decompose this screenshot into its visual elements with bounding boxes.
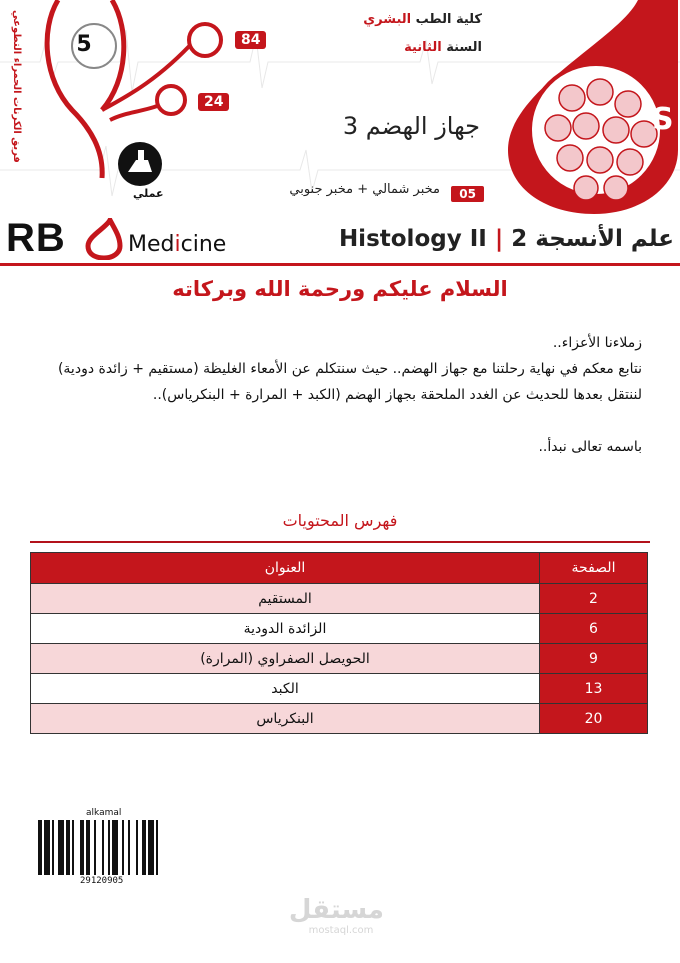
toc-divider: [30, 541, 650, 543]
barcode-user: alkamal: [86, 808, 122, 818]
toc-page: 2: [540, 584, 648, 614]
toc-table: [30, 552, 648, 734]
toc-entry: الكبد: [31, 674, 540, 704]
table-row[interactable]: [31, 584, 648, 614]
amali-label: عملي: [133, 187, 164, 200]
barcode-bar: [136, 820, 138, 875]
sp-count-badge: 84: [235, 31, 266, 49]
sheet-number: 5: [76, 32, 92, 57]
barcode-number: 29120905: [80, 876, 124, 886]
barcode-bar: [156, 820, 158, 875]
toc-page: 6: [540, 614, 648, 644]
faculty-name: كلية الطب البشري: [363, 12, 482, 27]
watermark: [288, 895, 384, 937]
toc-page: 13: [540, 674, 648, 704]
toc-entry: الزائدة الدودية: [31, 614, 540, 644]
brand-subtitle: Medicine: [128, 232, 227, 257]
drop-o-icon: [84, 218, 124, 260]
toc-col-page: الصفحة: [540, 553, 648, 584]
barcode-bar: [112, 820, 118, 875]
lab-number-badge: 05: [451, 186, 484, 202]
barcode-bar: [148, 820, 154, 875]
toc-page: 9: [540, 644, 648, 674]
toc-entry: المستقيم: [31, 584, 540, 614]
greeting: السلام عليكم ورحمة الله وبركاته: [172, 277, 508, 301]
barcode-bar: [108, 820, 110, 875]
table-row[interactable]: [31, 674, 648, 704]
team-name: فريق الكرنات الحمراء التطوعي: [11, 10, 22, 163]
toc-entry: الحويصل الصفراوي (المرارة): [31, 644, 540, 674]
course-title: علم الأنسجة 2 | Histology II: [338, 226, 674, 252]
table-row[interactable]: [31, 704, 648, 734]
table-row[interactable]: [31, 644, 648, 674]
barcode-bar: [142, 820, 146, 875]
barcode-bar: [58, 820, 64, 875]
barcode-bar: [44, 820, 50, 875]
barcode-bar: [72, 820, 74, 875]
toc-entry: البنكرياس: [31, 704, 540, 734]
toc-title: فهرس المحتويات: [282, 511, 398, 530]
watermark-latin: mostaql.com: [308, 925, 374, 936]
labs-text: مخبر شمالي + مخبر جنوبي: [289, 182, 440, 197]
barcode: [38, 820, 178, 875]
intro-line-3: باسمه تعالى نبدأ..: [538, 439, 642, 455]
lab-count-badge: 24: [198, 93, 229, 111]
header-divider: [0, 263, 680, 266]
barcode-bar: [80, 820, 84, 875]
brand-logo: RB: [6, 216, 66, 260]
barcode-bar: [38, 820, 42, 875]
barcode-bar: [52, 820, 54, 875]
stethoscope-icon: [20, 0, 280, 200]
intro-line-2: نتابع معكم في نهاية رحلتنا مع جهاز الهضم.. حيث سنتكلم عن الأمعاء الغليظة (مستقيم + زائدة دودية) لننتقل بعدها للحديث عن الغدد الملحقة بجهاز الهضم (الكبد + المرارة + البنكرياس)..: [57, 361, 642, 403]
study-year: السنة الثانية: [404, 40, 482, 55]
barcode-bar: [128, 820, 130, 875]
barcode-bar: [102, 820, 104, 875]
barcode-bar: [94, 820, 96, 875]
barcode-bar: [122, 820, 124, 875]
barcode-bar: [66, 820, 70, 875]
toc-page: 20: [540, 704, 648, 734]
subject-title: جهاز الهضم 3: [342, 112, 480, 140]
barcode-bar: [86, 820, 90, 875]
toc-col-title: العنوان: [31, 553, 540, 584]
toc-header-row: [31, 553, 648, 584]
intro-line-1: زملاءنا الأعزاء..: [552, 335, 642, 351]
watermark-arabic: مستقل: [288, 895, 384, 925]
intro-text: [34, 330, 642, 460]
drop-letter: S: [652, 102, 674, 137]
sp-label: S.P: [194, 34, 213, 45]
table-row[interactable]: [31, 614, 648, 644]
